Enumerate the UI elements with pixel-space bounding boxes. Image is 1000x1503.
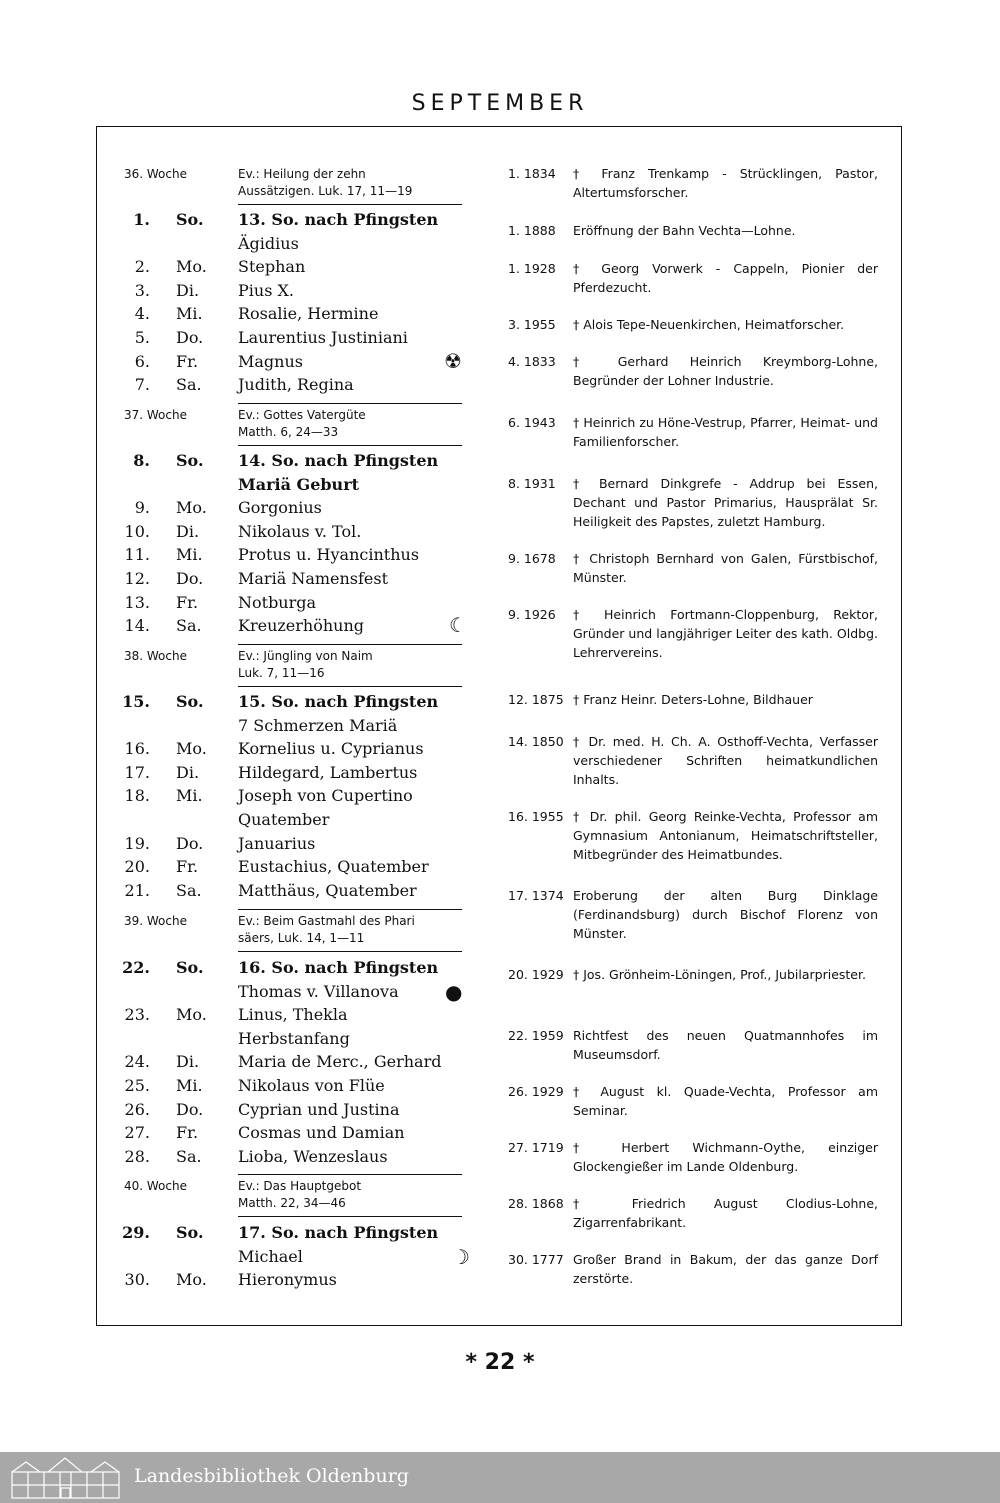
gospel-line: Ev.: Heilung der zehn xyxy=(238,167,366,181)
calendar-day-row xyxy=(118,1050,470,1074)
weekday: Do. xyxy=(176,1099,204,1119)
day-number: 13. xyxy=(124,592,150,612)
weekday: So. xyxy=(176,210,204,229)
saint-name: Eustachius, Quatember xyxy=(238,857,429,877)
week-divider xyxy=(238,1174,462,1175)
history-text: † Dr. phil. Georg Reinke-Vechta, Professor am Gymnasium Antonianum, Heimatschriftsteller, Mitbegründer des Heimatbundes. xyxy=(573,809,878,862)
history-entry xyxy=(508,259,878,297)
history-entry xyxy=(508,605,878,662)
history-entry xyxy=(508,1026,878,1064)
calendar-day-row xyxy=(118,326,470,350)
day-number: 22. xyxy=(122,958,150,977)
saint-name: Hieronymus xyxy=(238,1270,337,1290)
calendar-day-row xyxy=(118,496,470,520)
history-entry xyxy=(508,886,878,943)
weekday: Do. xyxy=(176,569,204,588)
weekday: So. xyxy=(176,451,204,470)
saint-name: Joseph von Cupertino xyxy=(238,786,413,806)
saint-name: Notburga xyxy=(238,592,317,612)
calendar-day-row xyxy=(118,1121,470,1145)
weekday: Do. xyxy=(176,328,204,347)
history-text: † Heinrich Fortmann-Cloppenburg, Rektor, Gründer und langjähriger Leiter des kath. Oldbg. Lehrervereins. xyxy=(573,607,878,660)
day-number: 27. xyxy=(124,1123,150,1143)
history-text: † Gerhard Heinrich Kreymborg-Lohne, Begründer der Lohner Industrie. xyxy=(573,354,878,388)
saint-name-continued: 7 Schmerzen Mariä xyxy=(238,715,398,735)
day-number: 19. xyxy=(124,833,150,853)
calendar-day-row xyxy=(118,761,470,785)
calendar-day-row xyxy=(118,879,470,903)
history-date: 28. 1868 xyxy=(508,1196,564,1211)
calendar-day-row xyxy=(118,591,470,615)
weekday: Mo. xyxy=(176,739,207,759)
saint-name: Magnus xyxy=(238,351,303,371)
saint-name-continued: Mariä Geburt xyxy=(238,474,360,494)
saint-name: 16. So. nach Pfingsten xyxy=(238,958,439,977)
weekday: Di. xyxy=(176,1052,200,1072)
history-entry xyxy=(508,474,878,531)
history-entry xyxy=(508,690,878,709)
saint-name: Nikolaus von Flüe xyxy=(238,1076,385,1095)
week-number: 37. Woche xyxy=(124,408,187,422)
history-entry xyxy=(508,965,878,984)
calendar-day-row xyxy=(118,1003,470,1027)
history-text: Eroberung der alten Burg Dinklage (Ferdinandsburg) durch Bischof Florenz von Münster. xyxy=(573,888,878,941)
week-divider xyxy=(238,951,462,952)
calendar-day-row xyxy=(118,373,470,397)
saint-name-continued: Thomas v. Villanova xyxy=(238,981,399,1001)
weekday: Fr. xyxy=(176,1123,199,1143)
history-date: 12. 1875 xyxy=(508,692,564,707)
history-date: 4. 1833 xyxy=(508,354,556,369)
history-text: † Georg Vorwerk - Cappeln, Pionier der Pferdezucht. xyxy=(573,261,878,295)
saint-name-continued: Ägidius xyxy=(238,233,299,253)
day-number: 3. xyxy=(134,280,150,300)
saint-name: Cyprian und Justina xyxy=(238,1099,400,1119)
calendar-day-row xyxy=(118,302,470,326)
gospel-line: Matth. 6, 24—33 xyxy=(238,425,339,439)
week-number: 40. Woche xyxy=(124,1179,187,1193)
history-text: Eröffnung der Bahn Vechta—Lohne. xyxy=(573,223,796,238)
weekday: Fr. xyxy=(176,592,199,612)
history-entry xyxy=(508,164,878,202)
weekday: Mo. xyxy=(176,498,207,518)
waxing-crescent-icon: ☽ xyxy=(452,1245,470,1269)
history-text: † Heinrich zu Höne-Vestrup, Pfarrer, Heimat- und Familienforscher. xyxy=(573,415,878,449)
week-divider xyxy=(238,644,462,645)
history-entry xyxy=(508,413,878,451)
calendar-day-row xyxy=(118,1098,470,1122)
library-building-logo xyxy=(8,1456,123,1500)
day-number: 16. xyxy=(124,739,150,759)
gospel-reading xyxy=(238,913,464,947)
week-divider xyxy=(238,204,462,205)
day-number: 6. xyxy=(134,351,150,371)
day-number: 7. xyxy=(134,375,150,395)
history-entry xyxy=(508,807,878,864)
history-date: 14. 1850 xyxy=(508,734,564,749)
gospel-line: Aussätzigen. Luk. 17, 11—19 xyxy=(238,184,413,198)
weekday: Mo. xyxy=(176,1270,207,1290)
day-number: 4. xyxy=(134,304,150,324)
week-divider xyxy=(238,1216,462,1217)
history-text: † Jos. Grönheim-Löningen, Prof., Jubilarpriester. xyxy=(573,967,866,982)
history-entry xyxy=(508,732,878,789)
history-text: † Dr. med. H. Ch. A. Osthoff-Vechta, Verfasser verschiedener Schriften heimatkundlichen Inhalts. xyxy=(573,734,878,787)
history-entry xyxy=(508,1194,878,1232)
history-text: † Bernard Dinkgrefe - Addrup bei Essen, Dechant und Pastor Primarius, Hausprälat Sr. Heiligkeit des Papstes, zuletzt Hamburg. xyxy=(573,476,878,529)
calendar-day-row xyxy=(118,614,470,638)
day-number: 21. xyxy=(124,880,150,900)
calendar-day-row xyxy=(118,255,470,279)
saint-name: Kornelius u. Cyprianus xyxy=(238,739,424,759)
week-number: 38. Woche xyxy=(124,649,187,663)
saint-name: Kreuzerhöhung xyxy=(238,616,365,636)
full-moon-icon: ● xyxy=(445,980,463,1004)
history-date: 3. 1955 xyxy=(508,317,556,332)
history-text: Richtfest des neuen Quatmannhofes im Museumsdorf. xyxy=(573,1028,878,1062)
calendar-day-row xyxy=(118,956,470,980)
history-date: 9. 1926 xyxy=(508,607,556,622)
gospel-reading xyxy=(238,1178,464,1212)
day-number: 17. xyxy=(124,762,150,782)
week-divider xyxy=(238,445,462,446)
calendar-day-row xyxy=(118,449,470,473)
week-divider xyxy=(238,686,462,687)
saint-name: Matthäus, Quatember xyxy=(238,880,417,900)
history-entry xyxy=(508,1138,878,1176)
day-number: 8. xyxy=(133,451,150,470)
saint-name: Judith, Regina xyxy=(238,375,354,395)
calendar-day-row xyxy=(118,520,470,544)
weekday: So. xyxy=(176,1223,204,1242)
history-text: † Franz Heinr. Deters-Lohne, Bildhauer xyxy=(573,692,813,707)
history-date: 17. 1374 xyxy=(508,888,564,903)
calendar-day-row xyxy=(118,1221,470,1245)
history-text: † August kl. Quade-Vechta, Professor am Seminar. xyxy=(573,1084,878,1118)
saint-name: Cosmas und Damian xyxy=(238,1123,405,1143)
weekday: Mi. xyxy=(176,545,203,565)
saint-name: 14. So. nach Pfingsten xyxy=(238,451,439,470)
history-date: 27. 1719 xyxy=(508,1140,564,1155)
history-date: 8. 1931 xyxy=(508,476,556,491)
day-number: 26. xyxy=(124,1099,150,1119)
waning-crescent-icon: ☾ xyxy=(449,613,467,637)
calendar-day-row xyxy=(118,1074,470,1098)
history-entry xyxy=(508,1250,878,1288)
gospel-line: säers, Luk. 14, 1—11 xyxy=(238,931,365,945)
day-number: 14. xyxy=(124,616,150,636)
saint-name-continued: Herbstanfang xyxy=(238,1028,350,1048)
weekday: Sa. xyxy=(176,1146,202,1166)
day-number: 5. xyxy=(134,328,150,347)
saint-name: 13. So. nach Pfingsten xyxy=(238,210,439,229)
weekday: Mi. xyxy=(176,1076,203,1095)
calendar-day-row xyxy=(118,784,470,808)
history-entry xyxy=(508,221,878,240)
weekday: Mi. xyxy=(176,786,203,806)
history-entry xyxy=(508,352,878,390)
history-date: 30. 1777 xyxy=(508,1252,564,1267)
day-number: 2. xyxy=(134,257,150,277)
saint-name: Rosalie, Hermine xyxy=(238,304,379,324)
saint-name: Linus, Thekla xyxy=(238,1005,348,1025)
history-entry xyxy=(508,1082,878,1120)
day-number: 18. xyxy=(124,786,150,806)
saint-name: Hildegard, Lambertus xyxy=(238,762,418,782)
weekday: Sa. xyxy=(176,880,202,900)
history-date: 6. 1943 xyxy=(508,415,556,430)
history-entry xyxy=(508,315,878,334)
saint-name-continued: Quatember xyxy=(238,810,330,829)
history-text: † Friedrich August Clodius-Lohne, Zigarrenfabrikant. xyxy=(573,1196,878,1230)
saint-name: 15. So. nach Pfingsten xyxy=(238,692,439,711)
gospel-line: Ev.: Beim Gastmahl des Phari xyxy=(238,914,415,928)
saint-name: Nikolaus v. Tol. xyxy=(238,521,362,541)
history-date: 22. 1959 xyxy=(508,1028,564,1043)
saint-name: Laurentius Justiniani xyxy=(238,328,408,347)
history-text: † Herbert Wichmann-Oythe, einziger Glockengießer im Lande Oldenburg. xyxy=(573,1140,878,1174)
saint-name: Protus u. Hyancinthus xyxy=(238,545,420,565)
day-number: 11. xyxy=(124,545,150,565)
week-divider xyxy=(238,403,462,404)
weekday: Di. xyxy=(176,521,200,541)
day-number: 23. xyxy=(124,1005,150,1025)
weekday: Do. xyxy=(176,833,204,853)
history-text: Großer Brand in Bakum, der das ganze Dorf zerstörte. xyxy=(573,1252,878,1286)
week-divider xyxy=(238,909,462,910)
saint-name: Lioba, Wenzeslaus xyxy=(238,1146,388,1166)
week-number: 36. Woche xyxy=(124,167,187,181)
library-name: Landesbibliothek Oldenburg xyxy=(134,1465,409,1487)
history-date: 20. 1929 xyxy=(508,967,564,982)
calendar-day-row xyxy=(118,567,470,591)
calendar-day-row xyxy=(118,1268,470,1292)
history-date: 1. 1928 xyxy=(508,261,556,276)
weekday: So. xyxy=(176,692,204,711)
saint-name: Januarius xyxy=(238,833,316,853)
saint-name: 17. So. nach Pfingsten xyxy=(238,1223,439,1242)
month-title: SEPTEMBER xyxy=(411,91,589,116)
day-number: 12. xyxy=(124,569,150,588)
gospel-reading xyxy=(238,166,464,200)
history-date: 1. 1834 xyxy=(508,166,556,181)
calendar-day-row xyxy=(118,1145,470,1169)
history-text: † Alois Tepe-Neuenkirchen, Heimatforscher. xyxy=(573,317,845,332)
weekday: Di. xyxy=(176,762,200,782)
weekday: Mo. xyxy=(176,1005,207,1025)
gospel-line: Matth. 22, 34—46 xyxy=(238,1196,346,1210)
weekday: Fr. xyxy=(176,857,199,877)
history-date: 26. 1929 xyxy=(508,1084,564,1099)
history-text: † Christoph Bernhard von Galen, Fürstbischof, Münster. xyxy=(573,551,878,585)
weekday: Sa. xyxy=(176,616,202,636)
calendar-day-row xyxy=(118,690,470,714)
history-text: † Franz Trenkamp - Strücklingen, Pastor, Altertumsforscher. xyxy=(573,166,878,200)
gospel-reading xyxy=(238,407,464,441)
week-number: 39. Woche xyxy=(124,914,187,928)
day-number: 24. xyxy=(124,1052,150,1072)
calendar-day-row xyxy=(118,855,470,879)
new-moon-ornament-icon: ☢ xyxy=(444,349,462,373)
weekday: Di. xyxy=(176,280,200,300)
history-date: 1. 1888 xyxy=(508,223,556,238)
saint-name: Pius X. xyxy=(238,280,294,300)
day-number: 10. xyxy=(124,521,150,541)
saint-name: Stephan xyxy=(238,257,306,277)
library-footer xyxy=(0,1452,1000,1503)
history-entry xyxy=(508,549,878,587)
weekday: Sa. xyxy=(176,375,202,395)
saint-name: Gorgonius xyxy=(238,498,322,518)
saint-name: Mariä Namensfest xyxy=(238,569,389,588)
day-number: 15. xyxy=(122,692,150,711)
saint-name: Maria de Merc., Gerhard xyxy=(238,1052,442,1072)
day-number: 28. xyxy=(124,1146,150,1166)
history-date: 16. 1955 xyxy=(508,809,564,824)
day-number: 29. xyxy=(122,1223,150,1242)
gospel-reading xyxy=(238,648,464,682)
day-number: 20. xyxy=(124,857,150,877)
day-number: 1. xyxy=(133,210,150,229)
weekday: Mo. xyxy=(176,257,207,277)
calendar-day-row xyxy=(118,737,470,761)
calendar-day-row xyxy=(118,279,470,303)
weekday: So. xyxy=(176,958,204,977)
gospel-line: Ev.: Jüngling von Naim xyxy=(238,649,373,663)
day-number: 25. xyxy=(124,1076,150,1095)
calendar-day-row xyxy=(118,832,470,856)
weekday: Fr. xyxy=(176,351,199,371)
calendar-day-row xyxy=(118,543,470,567)
day-number: 30. xyxy=(124,1270,150,1290)
gospel-line: Ev.: Das Hauptgebot xyxy=(238,1179,362,1193)
gospel-line: Ev.: Gottes Vatergüte xyxy=(238,408,366,422)
day-number: 9. xyxy=(134,498,150,518)
gospel-line: Luk. 7, 11—16 xyxy=(238,666,325,680)
calendar-day-row xyxy=(118,208,470,232)
weekday: Mi. xyxy=(176,304,203,324)
page-number: * 22 * xyxy=(465,1350,535,1375)
calendar-day-row xyxy=(118,350,470,374)
saint-name-continued: Michael xyxy=(238,1246,303,1266)
history-date: 9. 1678 xyxy=(508,551,556,566)
